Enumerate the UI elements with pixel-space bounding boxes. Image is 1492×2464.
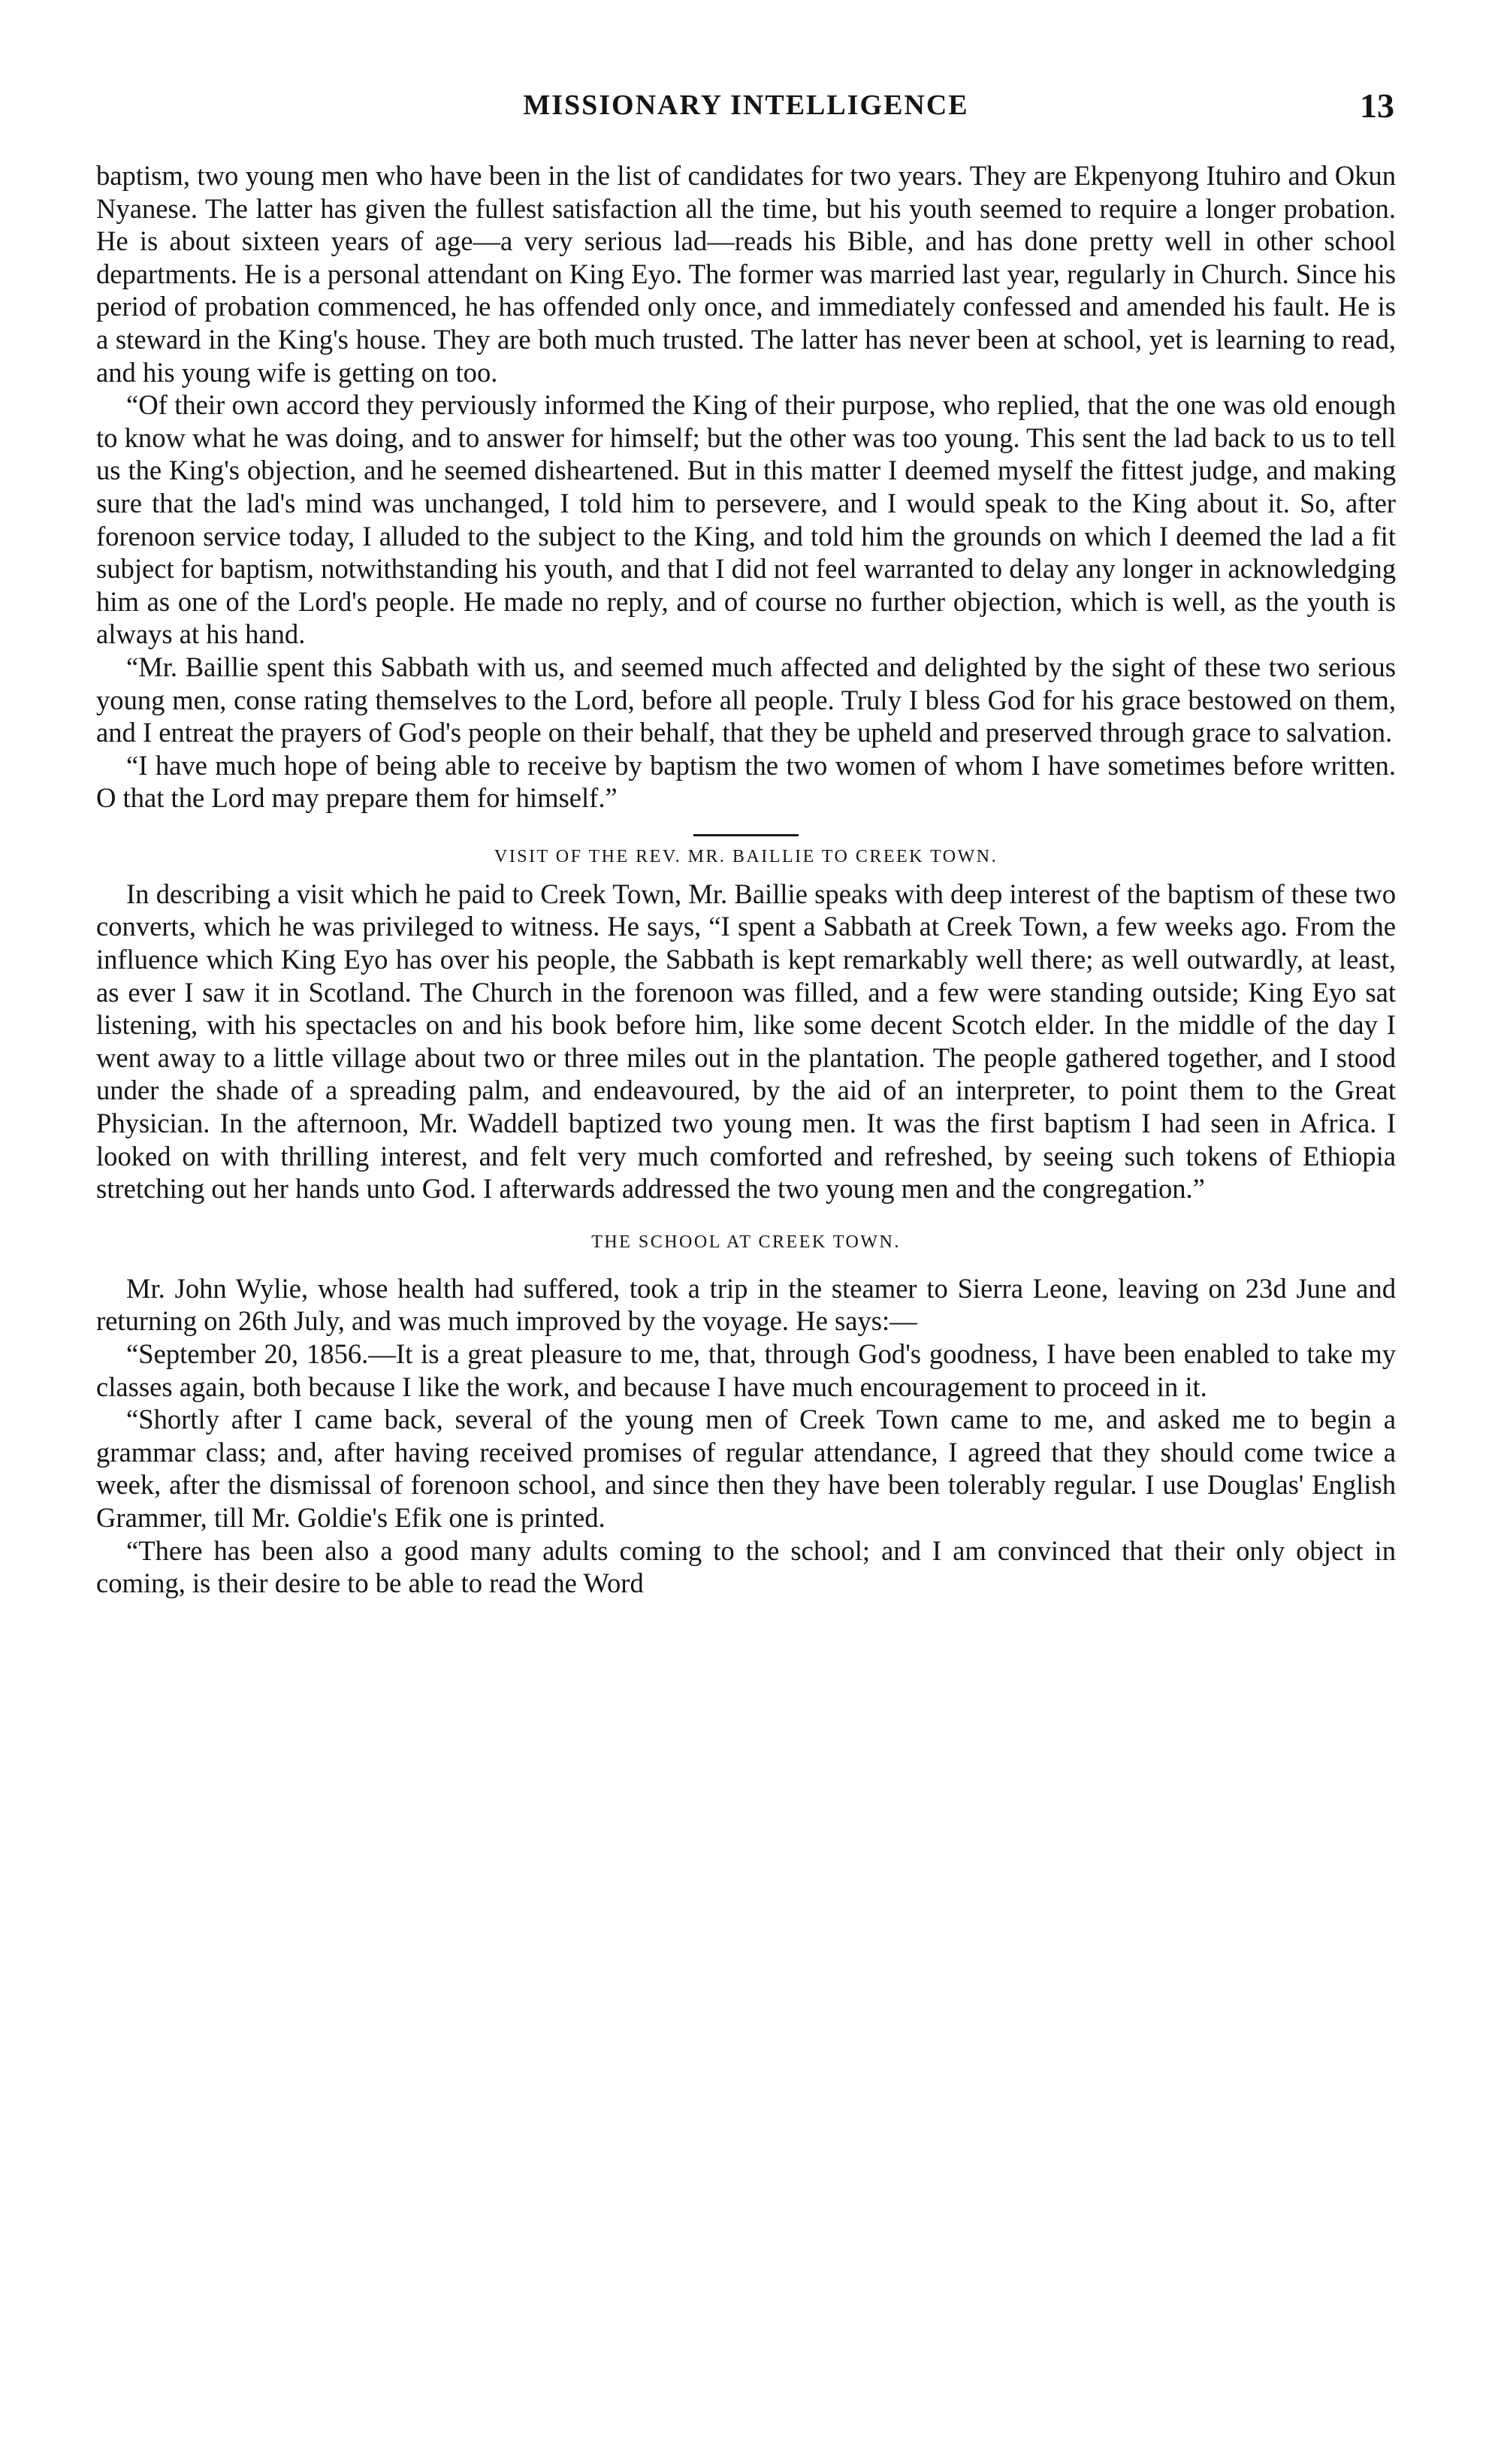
section-heading-school: THE SCHOOL AT CREEK TOWN.: [591, 1232, 901, 1252]
paragraph: “Shortly after I came back, several of the young men of Creek Town came to me, and asked me to begin a grammar class; and, after having received promises of regular attendance, I agreed that they should come twice a week, after the dismissal of forenoon school, and since then they have been tolerably regular. I use Douglas' English Grammer, till Mr. Goldie's Efik one is printed.: [96, 1404, 1396, 1533]
paragraph: In describing a visit which he paid to Creek Town, Mr. Baillie speaks with deep interest of the baptism of these two converts, which he was privileged to witness. He says, “I spent a Sabbath at Creek Town, a few weeks ago. From the influence which King Eyo has over his people, the Sabbath is kept remarkably well there; as well outwardly, at least, as ever I saw it in Scotland. The Church in the forenoon was filled, and a few were standing outside; King Eyo sat listening, with his spectacles on and his book before him, like some decent Scotch elder. In the middle of the day I went away to a little village about two or three miles out in the plantation. The people gathered together, and I stood under the shade of a spreading palm, and endeavoured, by the aid of an interpreter, to point them to the Great Physician. In the afternoon, Mr. Waddell baptized two young men. It was the first baptism I had seen in Africa. I looked on with thrilling interest, and felt very much comforted and refreshed, by seeing such tokens of Ethiopia stretching out her hands unto God. I afterwards addressed the two young men and the congregation.”: [96, 878, 1396, 1205]
section-divider: [693, 834, 799, 836]
paragraph: “I have much hope of being able to receive by baptism the two women of whom I have sometimes before written. O that the Lord may prepare them for himself.”: [96, 749, 1396, 814]
article-body: [96, 159, 1396, 1600]
running-head: [98, 86, 1394, 131]
paragraph: “September 20, 1856.—It is a great pleasure to me, that, through God's goodness, I have been enabled to take my classes again, both because I like the work, and because I have much encouragement to proceed in it.: [96, 1338, 1396, 1402]
paragraph-continued: baptism, two young men who have been in the list of candidates for two years. They are Ekpenyong Ituhiro and Okun Nyanese. The latter has given the fullest satisfaction all the time, but his youth seemed to require a longer probation. He is about sixteen years of age—a very serious lad—reads his Bible, and has done pretty well in other school departments. He is a personal attendant on King Eyo. The former was married last year, regularly in Church. Since his period of probation commenced, he has offended only once, and immediately confessed and amended his fault. He is a steward in the King's house. They are both much trusted. The latter has never been at school, yet is learning to read, and his young wife is getting on too.: [96, 160, 1396, 388]
paragraph: “There has been also a good many adults coming to the school; and I am convinced that their only object in coming, is their desire to be able to read the Word: [96, 1534, 1396, 1599]
page-number: 13: [1360, 86, 1394, 125]
section-heading-visit: VISIT OF THE REV. MR. BAILLIE TO CREEK TOWN.: [494, 846, 998, 866]
paragraph: Mr. John Wylie, whose health had suffered, took a trip in the steamer to Sierra Leone, leaving on 23d June and returning on 26th July, and was much improved by the voyage. He says:—: [96, 1272, 1396, 1337]
paragraph: “Mr. Baillie spent this Sabbath with us, and seemed much affected and delighted by the sight of these two serious young men, conse rating themselves to the Lord, before all people. Truly I bless God for his grace bestowed on them, and I entreat the prayers of God's people on their behalf, that they be upheld and preserved through grace to salvation.: [96, 651, 1396, 748]
paragraph: “Of their own accord they perviously informed the King of their purpose, who replied, that the one was old enough to know what he was doing, and to answer for himself; but the other was too young. This sent the lad back to us to tell us the King's objection, and he seemed disheartened. But in this matter I deemed myself the fittest judge, and making sure that the lad's mind was unchanged, I told him to persevere, and I would speak to the King about it. So, after forenoon service today, I alluded to the subject to the King, and told him the grounds on which I deemed the lad a fit subject for baptism, notwithstanding his youth, and that I did not feel warranted to delay any longer in acknowledging him as one of the Lord's people. He made no reply, and of course no further objection, which is well, as the youth is always at his hand.: [96, 389, 1396, 650]
running-title: MISSIONARY INTELLIGENCE: [523, 89, 969, 121]
